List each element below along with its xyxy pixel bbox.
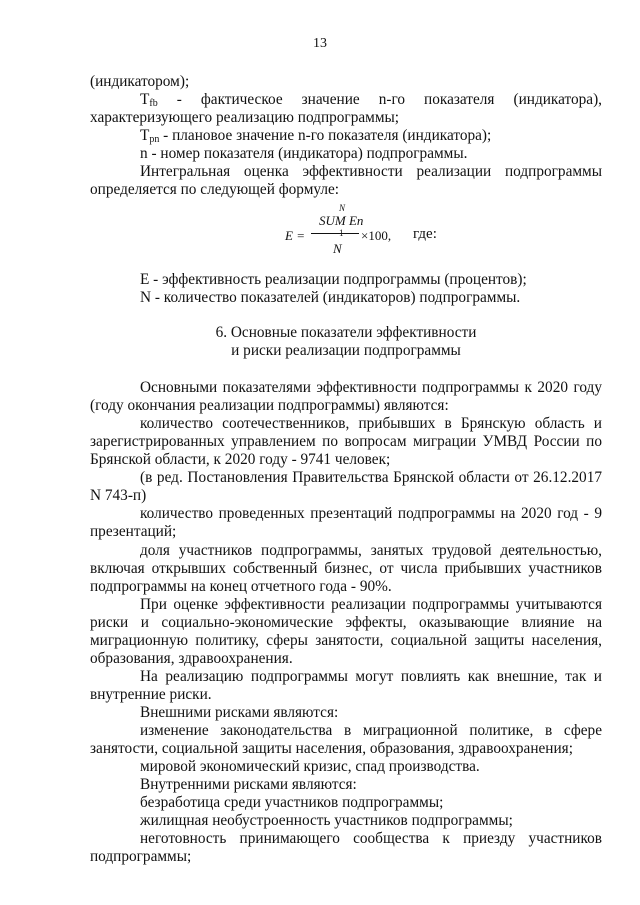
text-line: жилищная необустроенность участников подпрограммы;: [140, 812, 513, 829]
text-line: количество проведенных презентаций подпрограммы на 2020 год - 9: [140, 505, 602, 522]
t-subscript: fb: [149, 98, 158, 109]
t-symbol: T: [140, 91, 150, 108]
text-line: безработица среди участников подпрограммы;: [140, 794, 444, 811]
t-definition: - фактическое значение n-го показателя (индикатора),: [176, 91, 602, 108]
text-line: Брянской области, к 2020 году - 9741 человек;: [90, 451, 391, 468]
formula-sum: SUM En: [319, 213, 364, 228]
text-line: характеризующего реализацию подпрограммы;: [90, 109, 400, 126]
text-line: определяется по следующей формуле:: [90, 181, 340, 198]
text-line: презентаций;: [90, 523, 177, 540]
text-line: риски и социально-экономические эффекты, оказывающие влияние на: [90, 614, 602, 631]
section-heading: и риски реализации подпрограммы: [231, 342, 461, 359]
text-line: включая открывших собственный бизнес, от числа прибывших участников: [90, 560, 602, 577]
text-line: Интегральная оценка эффективности реализации подпрограммы: [140, 163, 602, 180]
formula: [283, 203, 483, 262]
text-line: занятости, социальной защиты населения, образования, здравоохранения;: [90, 740, 573, 757]
text-line: При оценке эффективности реализации подпрограммы учитываются: [140, 596, 602, 613]
text-line: N 743-п): [90, 487, 147, 504]
t-definition: - плановое значение n-го показателя (индикатора);: [159, 127, 492, 144]
formula-denominator: N: [333, 241, 342, 256]
text-line: Внутренними рисками являются:: [140, 776, 357, 793]
text-line: неготовность принимающего сообщества к приезду участников: [140, 830, 602, 847]
formula-where: где:: [413, 226, 437, 242]
text-line: На реализацию подпрограммы могут повлиять как внешние, так и: [140, 668, 602, 685]
text-line: образования, здравоохранения.: [90, 650, 293, 667]
text-line: количество соотечественников, прибывших в Брянскую область и: [140, 415, 602, 432]
text-line: n - номер показателя (индикатора) подпрограммы.: [140, 145, 468, 162]
text-line: E - эффективность реализации подпрограммы (процентов);: [140, 271, 527, 288]
text-line: N - количество показателей (индикаторов) подпрограммы.: [140, 289, 521, 306]
text-line: подпрограммы;: [90, 848, 192, 865]
formula-rhs: ×100,: [361, 228, 392, 243]
formula-lhs: E =: [285, 228, 305, 243]
t-symbol: T: [140, 127, 150, 144]
t-subscript: pn: [149, 134, 160, 145]
section-heading: 6. Основные показатели эффективности: [215, 324, 477, 341]
fraction-bar: [311, 233, 359, 234]
text-line: изменение законодательства в миграционной политике, в сфере: [140, 722, 602, 739]
text-line: доля участников подпрограммы, занятых трудовой деятельностью,: [140, 542, 602, 559]
text-line: (в ред. Постановления Правительства Брянской области от 26.12.2017: [140, 469, 602, 486]
text-line: Основными показателями эффективности подпрограммы к 2020 году: [140, 379, 602, 396]
text-line: миграционную политику, сферы занятости, социальной защиты населения,: [90, 632, 602, 649]
text-line: зарегистрированных управлением по вопросам миграции УМВД России по: [90, 433, 602, 450]
text-line: (индикатором);: [90, 73, 190, 90]
text-line: Внешними рисками являются:: [140, 704, 339, 721]
text-line: внутренние риски.: [90, 686, 212, 703]
formula-upper-limit: N: [339, 203, 346, 213]
page-number: 13: [313, 36, 327, 51]
text-line: подпрограммы на конец отчетного года - 90%.: [90, 578, 392, 595]
text-line: мировой экономический кризис, спад производства.: [140, 758, 480, 775]
text-line: (году окончания реализации подпрограммы) являются:: [90, 397, 449, 414]
